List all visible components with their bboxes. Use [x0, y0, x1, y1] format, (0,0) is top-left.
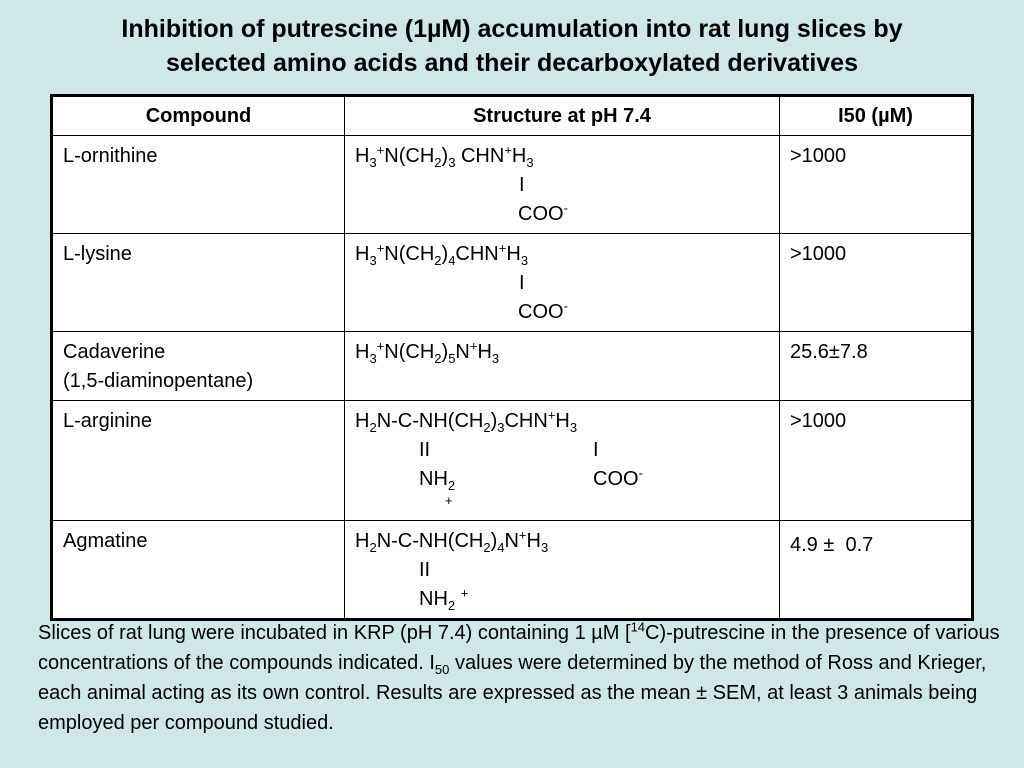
header-compound: Compound	[52, 96, 345, 136]
table-row	[52, 136, 973, 234]
structure-formula: $H_3^+N(CH_2)_5N^+H_3$	[355, 338, 500, 366]
compound-synonym: (1,5-diaminopentane)	[63, 370, 254, 392]
compound-cell: L-ornithine	[52, 136, 345, 234]
header-i50: I50 (µM)	[780, 96, 973, 136]
title-line-1: Inhibition of putrescine (1µM) accumulation into rat lung slices by	[121, 15, 903, 43]
compound-cell: L-arginine	[52, 401, 345, 521]
table-row	[52, 521, 973, 620]
i50-cell: 25.6±7.8	[780, 332, 973, 401]
structure-formula: $H_3^+N(CH_2)_3$ $CHN^+H_3$ I COO-	[355, 142, 568, 225]
structure-cell	[345, 332, 780, 401]
structure-cell	[345, 234, 780, 332]
footnote: Slices of rat lung were incubated in KRP (pH 7.4) containing 1 µM [$^{14}$C)-putrescine in the presence of various concentrations of the compounds indicated. $I_{50}$ values were determined by the method of Ross and Krieger, each animal acting as its own control. Results are expressed as the mean ± SEM, at least 3 animals being employed per compound studied.	[38, 619, 1000, 734]
compound-name: Cadaverine	[63, 341, 166, 363]
structure-cell	[345, 521, 780, 620]
i50-value: 4.9 ± 0.7	[790, 534, 874, 556]
i50-cell: >1000	[780, 136, 973, 234]
compound-cell: L-lysine	[52, 234, 345, 332]
table-row	[52, 234, 973, 332]
structure-cell	[345, 136, 780, 234]
structure-cell	[345, 401, 780, 521]
table-header-row	[52, 96, 973, 136]
i50-cell: >1000	[780, 234, 973, 332]
structure-formula: $H_2N-C-NH(CH_2)_4N^+H_3$ II $NH_2$ +	[355, 527, 549, 613]
structure-formula: $H_3^+N(CH_2)_4CHN^+H_3$ I COO-	[355, 240, 568, 323]
structure-formula: $H_2N-C-NH(CH_2)_3CHN^+H_3$ II I $NH_2$ COO- +	[355, 407, 643, 508]
header-structure: Structure at pH 7.4	[345, 96, 780, 136]
compound-cell: Agmatine	[52, 521, 345, 620]
i50-cell: >1000	[780, 401, 973, 521]
page-title	[0, 12, 1024, 80]
title-line-2: selected amino acids and their decarboxylated derivatives	[166, 49, 858, 77]
i50-cell	[780, 521, 973, 620]
compound-cell	[52, 332, 345, 401]
inhibition-table	[50, 94, 974, 621]
table-row	[52, 332, 973, 401]
table-row	[52, 401, 973, 521]
